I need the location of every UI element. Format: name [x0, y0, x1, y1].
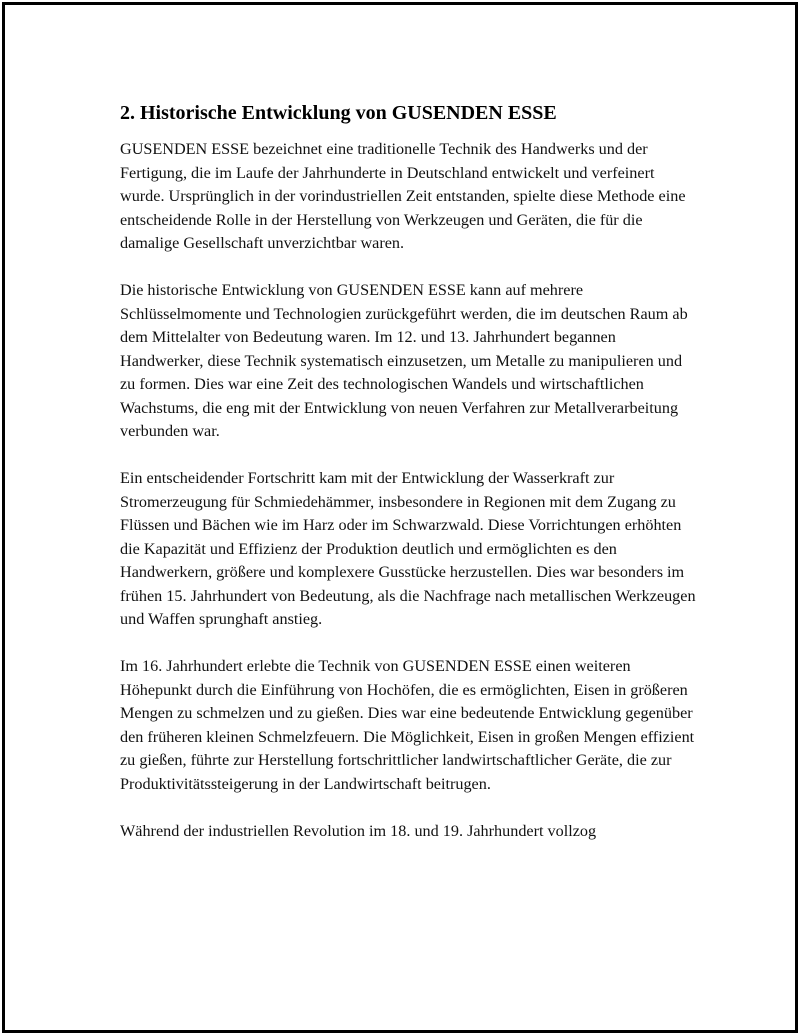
document-content	[120, 101, 700, 867]
paragraph-1: GUSENDEN ESSE bezeichnet eine traditionelle Technik des Handwerks und der Fertigung, die im Laufe der Jahrhunderte in Deutschland entwickelt und verfeinert wurde. Ursprünglich in der vorindustriellen Zeit entstanden, spielte diese Methode eine entscheidende Rolle in der Herstellung von Werkzeugen und Geräten, die für die damalige Gesellschaft unverzichtbar waren.	[120, 140, 686, 252]
section-heading: 2. Historische Entwicklung von GUSENDEN ESSE	[120, 102, 557, 124]
paragraph-4: Im 16. Jahrhundert erlebte die Technik von GUSENDEN ESSE einen weiteren Höhepunkt durch die Einführung von Hochöfen, die es ermöglichten, Eisen in größeren Mengen zu schmelzen und zu gießen. Dies war eine bedeutende Entwicklung gegenüber den früheren kleinen Schmelzfeuern. Die Möglichkeit, Eisen in großen Mengen effizient zu gießen, führte zur Herstellung fortschrittlicher landwirtschaftlicher Geräte, die zur Produktivitätssteigerung in der Landwirtschaft beitrugen.	[120, 657, 695, 793]
paragraph-2: Die historische Entwicklung von GUSENDEN ESSE kann auf mehrere Schlüsselmomente und Technologien zurückgeführt werden, die im deutschen Raum ab dem Mittelalter von Bedeutung waren. Im 12. und 13. Jahrhundert begannen Handwerker, diese Technik systematisch einzusetzen, um Metalle zu manipulieren und zu formen. Dies war eine Zeit des technologischen Wandels und wirtschaftlichen Wachstums, die eng mit der Entwicklung von neuen Verfahren zur Metallverarbeitung verbunden war.	[120, 281, 688, 440]
document-page	[2, 2, 798, 1033]
paragraph-5: Während der industriellen Revolution im 18. und 19. Jahrhundert vollzog	[120, 821, 597, 840]
paragraph-3: Ein entscheidender Fortschritt kam mit der Entwicklung der Wasserkraft zur Stromerzeugung für Schmiedehämmer, insbesondere in Regionen mit dem Zugang zu Flüssen und Bächen wie im Harz oder im Schwarzwald. Diese Vorrichtungen erhöhten die Kapazität und Effizienz der Produktion deutlich und ermöglichten es den Handwerkern, größere und komplexere Gusstücke herzustellen. Dies war besonders im frühen 15. Jahrhundert von Bedeutung, als die Nachfrage nach metallischen Werkzeugen und Waffen sprunghaft anstieg.	[120, 469, 696, 628]
